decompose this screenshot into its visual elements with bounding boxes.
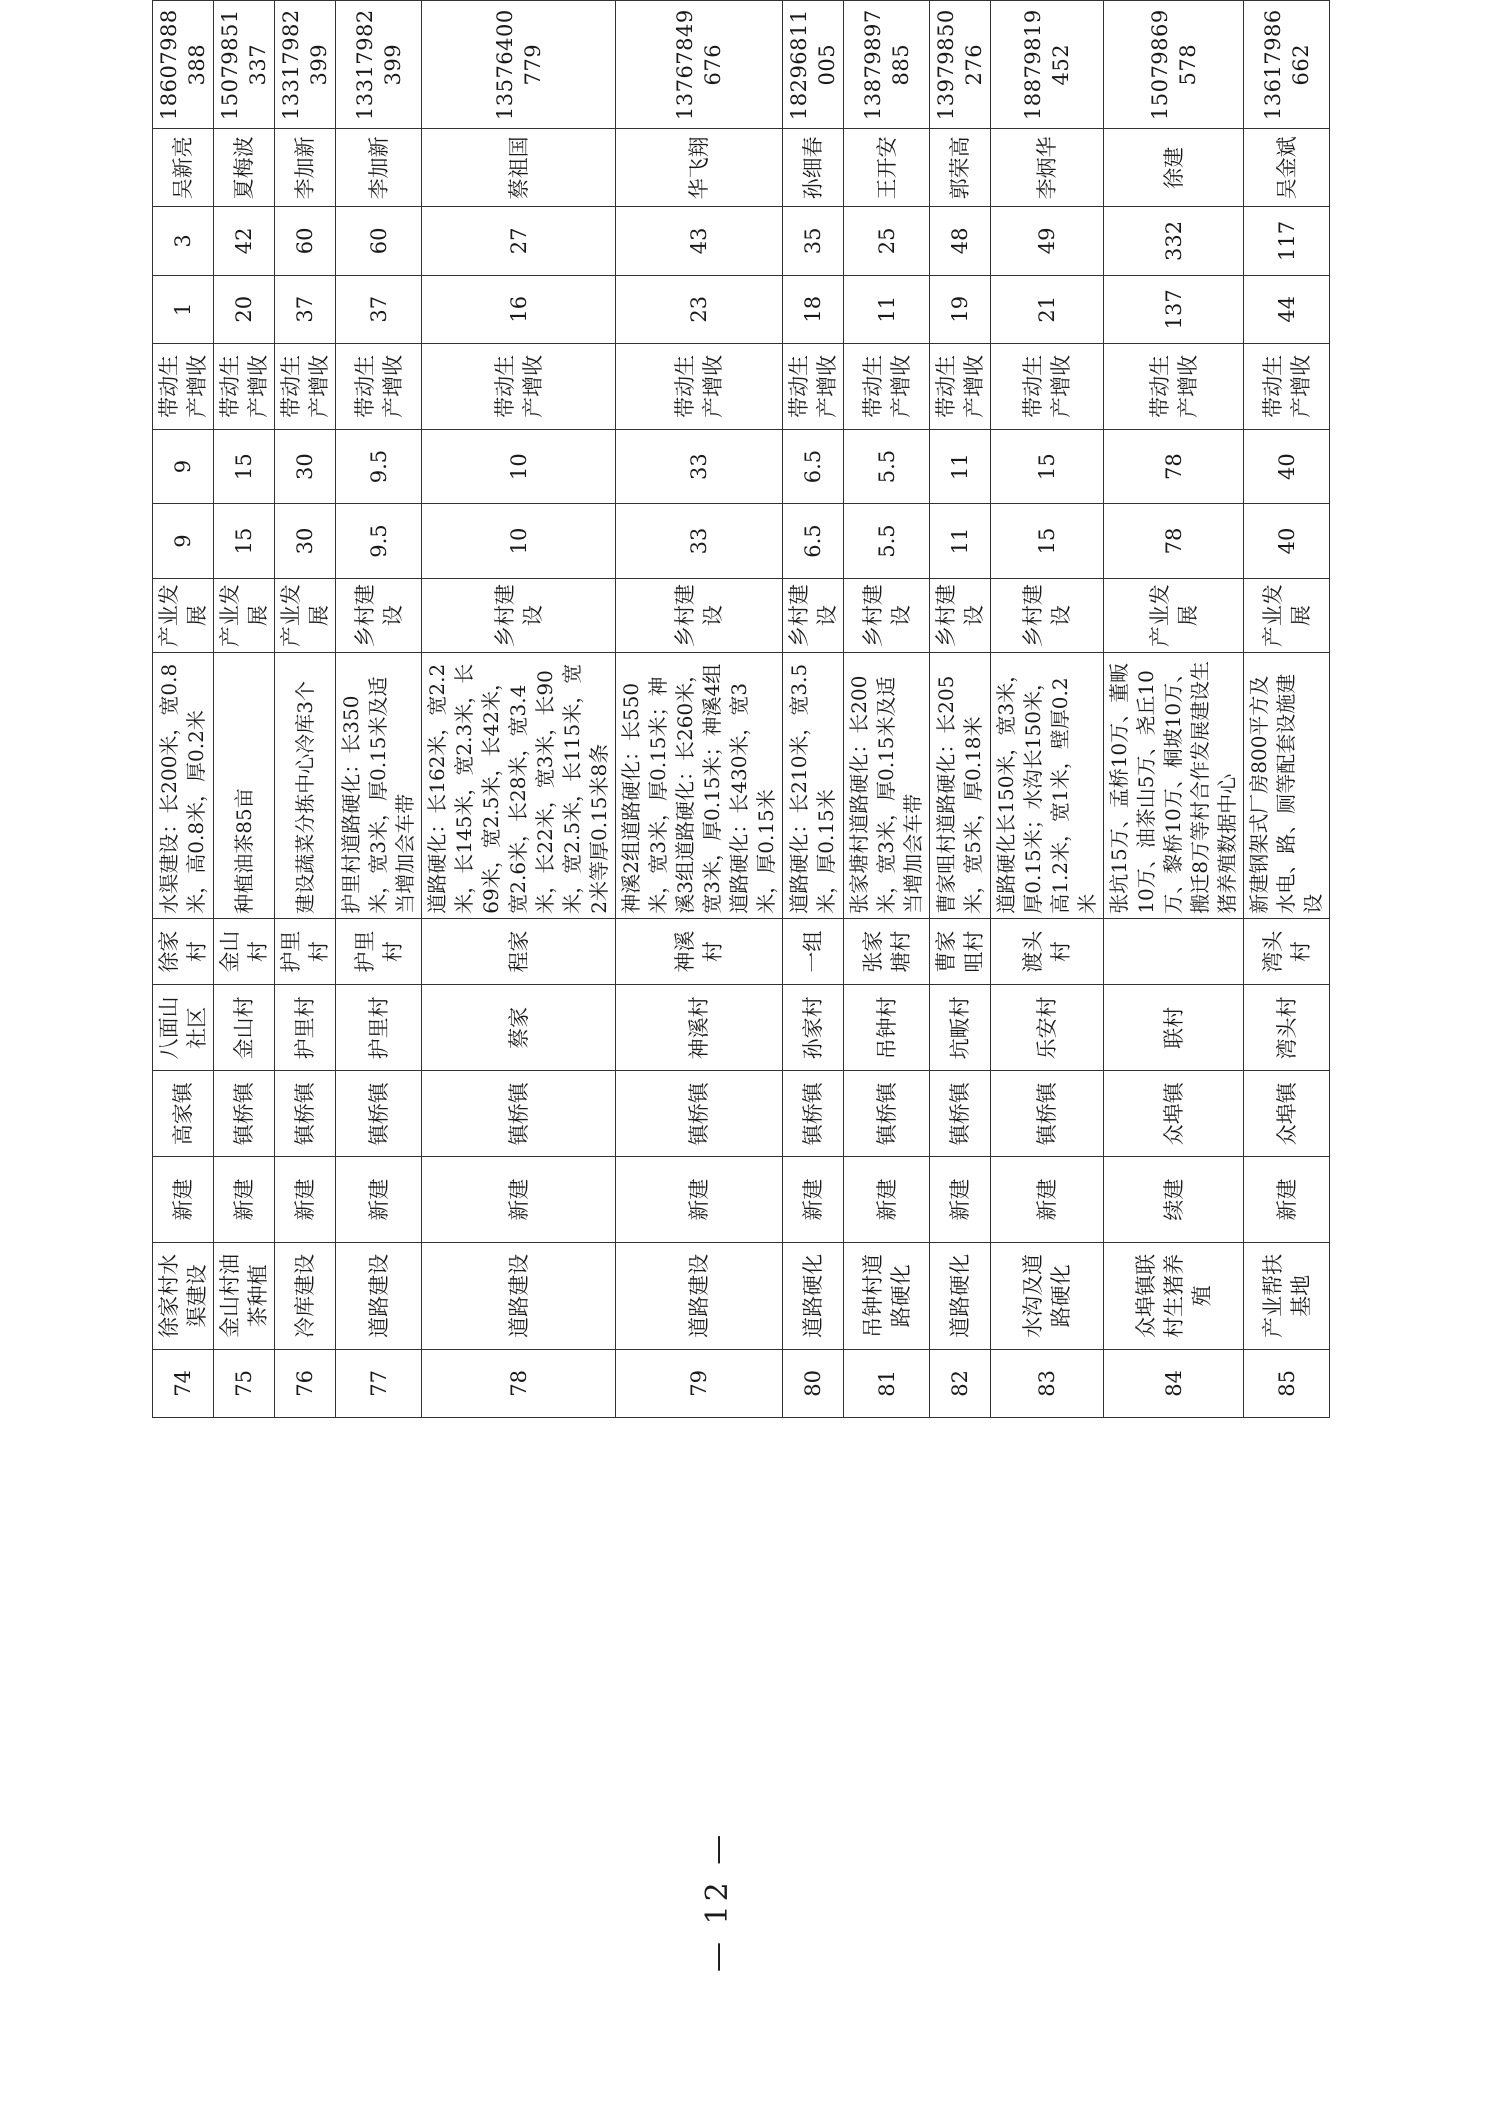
cell-contact: 李炳华 xyxy=(991,129,1104,207)
cell-persons: 42 xyxy=(214,207,275,275)
cell-village: 护里村 xyxy=(275,985,336,1071)
table-row xyxy=(783,1,844,1418)
cell-households: 137 xyxy=(1104,275,1244,343)
cell-fund-a: 11 xyxy=(930,429,991,503)
table-row xyxy=(1244,1,1330,1418)
cell-type: 新建 xyxy=(616,1157,783,1243)
cell-type: 新建 xyxy=(783,1157,844,1243)
cell-type: 新建 xyxy=(275,1157,336,1243)
cell-category: 乡村建设 xyxy=(930,578,991,653)
cell-fund-total: 9 xyxy=(153,504,214,578)
cell-town: 镇桥镇 xyxy=(422,1071,616,1157)
cell-fund-a: 30 xyxy=(275,429,336,503)
cell-group: 曹家咀村 xyxy=(930,918,991,985)
cell-fund-a: 15 xyxy=(991,429,1104,503)
cell-type: 续建 xyxy=(1104,1157,1244,1243)
cell-content: 张坑15万、孟桥10万、董畈10万、油茶山5万、尧丘10万、黎桥10万、桐坡10万、搬迁8万等村合作发展建设生猪养殖数据中心 xyxy=(1104,653,1244,918)
cell-phone: 13576400779 xyxy=(422,1,616,129)
cell-contact: 徐建 xyxy=(1104,129,1244,207)
cell-town: 镇桥镇 xyxy=(930,1071,991,1157)
cell-benefit: 带动生产增收 xyxy=(991,343,1104,429)
cell-households: 37 xyxy=(275,275,336,343)
cell-persons: 332 xyxy=(1104,207,1244,275)
cell-households: 44 xyxy=(1244,275,1330,343)
table-row xyxy=(275,1,336,1418)
cell-no: 85 xyxy=(1244,1349,1330,1417)
cell-fund-a: 10 xyxy=(422,429,616,503)
cell-fund-total: 78 xyxy=(1104,504,1244,578)
cell-fund-total: 33 xyxy=(616,504,783,578)
cell-content: 曹家咀村道路硬化：长205米，宽5米，厚0.18米 xyxy=(930,653,991,918)
cell-group: 护里村 xyxy=(275,918,336,985)
cell-town: 高家镇 xyxy=(153,1071,214,1157)
cell-no: 75 xyxy=(214,1349,275,1417)
cell-fund-a: 9.5 xyxy=(336,429,422,503)
cell-households: 37 xyxy=(336,275,422,343)
cell-category: 乡村建设 xyxy=(422,578,616,653)
cell-no: 80 xyxy=(783,1349,844,1417)
cell-phone: 15079869578 xyxy=(1104,1,1244,129)
cell-fund-a: 9 xyxy=(153,429,214,503)
cell-village: 坑畈村 xyxy=(930,985,991,1071)
cell-group: 渡头村 xyxy=(991,918,1104,985)
cell-persons: 60 xyxy=(275,207,336,275)
cell-type: 新建 xyxy=(930,1157,991,1243)
cell-village: 乐安村 xyxy=(991,985,1104,1071)
cell-type: 新建 xyxy=(214,1157,275,1243)
cell-town: 镇桥镇 xyxy=(275,1071,336,1157)
cell-town: 众埠镇 xyxy=(1244,1071,1330,1157)
cell-households: 23 xyxy=(616,275,783,343)
cell-group: 程家 xyxy=(422,918,616,985)
cell-benefit: 带动生产增收 xyxy=(783,343,844,429)
cell-persons: 49 xyxy=(991,207,1104,275)
cell-benefit: 带动生产增收 xyxy=(1244,343,1330,429)
cell-no: 84 xyxy=(1104,1349,1244,1417)
table-row xyxy=(1104,1,1244,1418)
cell-fund-total: 15 xyxy=(991,504,1104,578)
cell-phone: 18296811005 xyxy=(783,1,844,129)
cell-village: 孙家村 xyxy=(783,985,844,1071)
cell-group: 金山村 xyxy=(214,918,275,985)
cell-benefit: 带动生产增收 xyxy=(153,343,214,429)
cell-persons: 25 xyxy=(844,207,930,275)
cell-category: 乡村建设 xyxy=(783,578,844,653)
cell-fund-total: 5.5 xyxy=(844,504,930,578)
table-row xyxy=(336,1,422,1418)
cell-group: 神溪村 xyxy=(616,918,783,985)
cell-group: 张家塘村 xyxy=(844,918,930,985)
cell-households: 20 xyxy=(214,275,275,343)
cell-content: 护里村道路硬化：长350米，宽3米，厚0.15米及适当增加会车带 xyxy=(336,653,422,918)
cell-name: 道路建设 xyxy=(336,1243,422,1350)
cell-name: 产业帮扶基地 xyxy=(1244,1243,1330,1350)
cell-households: 18 xyxy=(783,275,844,343)
cell-type: 新建 xyxy=(1244,1157,1330,1243)
cell-phone: 13317982399 xyxy=(336,1,422,129)
cell-persons: 117 xyxy=(1244,207,1330,275)
cell-phone: 15079851337 xyxy=(214,1,275,129)
cell-fund-total: 11 xyxy=(930,504,991,578)
cell-phone: 18879819452 xyxy=(991,1,1104,129)
cell-fund-a: 40 xyxy=(1244,429,1330,503)
cell-village: 神溪村 xyxy=(616,985,783,1071)
cell-fund-total: 10 xyxy=(422,504,616,578)
cell-phone: 18607988388 xyxy=(153,1,214,129)
cell-benefit: 带动生产增收 xyxy=(616,343,783,429)
cell-category: 乡村建设 xyxy=(844,578,930,653)
cell-category: 产业发展 xyxy=(153,578,214,653)
cell-no: 81 xyxy=(844,1349,930,1417)
cell-benefit: 带动生产增收 xyxy=(214,343,275,429)
cell-phone: 13617986662 xyxy=(1244,1,1330,129)
cell-no: 77 xyxy=(336,1349,422,1417)
cell-content: 道路硬化长150米，宽3米，厚0.15米；水沟长150米，高1.2米，宽1米，壁厚0.2米 xyxy=(991,653,1104,918)
cell-phone: 13879897885 xyxy=(844,1,930,129)
cell-category: 乡村建设 xyxy=(336,578,422,653)
cell-fund-total: 6.5 xyxy=(783,504,844,578)
cell-content: 神溪2组道路硬化：长550米，宽3米，厚0.15米；神溪3组道路硬化：长260米，宽3米，厚0.15米；神溪4组道路硬化：长430米，宽3米，厚0.15米 xyxy=(616,653,783,918)
cell-benefit: 带动生产增收 xyxy=(336,343,422,429)
cell-category: 乡村建设 xyxy=(616,578,783,653)
cell-town: 镇桥镇 xyxy=(616,1071,783,1157)
cell-contact: 王开安 xyxy=(844,129,930,207)
cell-type: 新建 xyxy=(153,1157,214,1243)
table-row xyxy=(422,1,616,1418)
cell-content: 张家塘村道路硬化：长200米，宽3米，厚0.15米及适当增加会车带 xyxy=(844,653,930,918)
cell-fund-a: 33 xyxy=(616,429,783,503)
cell-type: 新建 xyxy=(422,1157,616,1243)
cell-village: 湾头村 xyxy=(1244,985,1330,1071)
cell-name: 吊钟村道路硬化 xyxy=(844,1243,930,1350)
cell-village: 吊钟村 xyxy=(844,985,930,1071)
cell-contact: 夏梅波 xyxy=(214,129,275,207)
cell-town: 镇桥镇 xyxy=(991,1071,1104,1157)
cell-village: 联村 xyxy=(1104,985,1244,1071)
table-row xyxy=(616,1,783,1418)
cell-group: 护里村 xyxy=(336,918,422,985)
cell-town: 众埠镇 xyxy=(1104,1071,1244,1157)
cell-fund-a: 5.5 xyxy=(844,429,930,503)
cell-phone: 13979850276 xyxy=(930,1,991,129)
project-table xyxy=(152,0,1330,1418)
cell-benefit: 带动生产增收 xyxy=(275,343,336,429)
cell-contact: 郭荣高 xyxy=(930,129,991,207)
table-row xyxy=(214,1,275,1418)
cell-village: 八面山社区 xyxy=(153,985,214,1071)
cell-name: 道路建设 xyxy=(422,1243,616,1350)
cell-households: 11 xyxy=(844,275,930,343)
cell-households: 21 xyxy=(991,275,1104,343)
cell-no: 83 xyxy=(991,1349,1104,1417)
cell-benefit: 带动生产增收 xyxy=(422,343,616,429)
cell-category: 产业发展 xyxy=(1104,578,1244,653)
cell-content: 道路硬化：长162米，宽2.2米，长145米，宽2.3米，长69米，宽2.5米，长42米，宽2.6米，长28米，宽3.4米，长22米，宽3米，长90米，宽2.5米，长115米，宽2米等厚0.15米8条 xyxy=(422,653,616,918)
cell-type: 新建 xyxy=(336,1157,422,1243)
cell-name: 水沟及道路硬化 xyxy=(991,1243,1104,1350)
cell-group: 徐家村 xyxy=(153,918,214,985)
cell-content: 水渠建设：长200米，宽0.8米，高0.8米，厚0.2米 xyxy=(153,653,214,918)
table-row xyxy=(991,1,1104,1418)
cell-content: 种植油茶85亩 xyxy=(214,653,275,918)
cell-name: 道路硬化 xyxy=(930,1243,991,1350)
cell-persons: 43 xyxy=(616,207,783,275)
cell-town: 镇桥镇 xyxy=(783,1071,844,1157)
cell-name: 冷库建设 xyxy=(275,1243,336,1350)
table-row xyxy=(930,1,991,1418)
cell-households: 1 xyxy=(153,275,214,343)
cell-contact: 孙细春 xyxy=(783,129,844,207)
table-row xyxy=(844,1,930,1418)
cell-content: 新建钢架式厂房800平方及水电、路、厕等配套设施建设 xyxy=(1244,653,1330,918)
cell-fund-a: 15 xyxy=(214,429,275,503)
cell-fund-total: 40 xyxy=(1244,504,1330,578)
cell-phone: 13317982399 xyxy=(275,1,336,129)
cell-households: 19 xyxy=(930,275,991,343)
cell-fund-a: 78 xyxy=(1104,429,1244,503)
cell-group xyxy=(1104,918,1244,985)
cell-category: 产业发展 xyxy=(275,578,336,653)
cell-contact: 吴金斌 xyxy=(1244,129,1330,207)
cell-town: 镇桥镇 xyxy=(336,1071,422,1157)
cell-group: 湾头村 xyxy=(1244,918,1330,985)
cell-village: 蔡家 xyxy=(422,985,616,1071)
cell-category: 产业发展 xyxy=(1244,578,1330,653)
cell-phone: 13767849676 xyxy=(616,1,783,129)
cell-no: 76 xyxy=(275,1349,336,1417)
cell-name: 众埠镇联村生猪养殖 xyxy=(1104,1243,1244,1350)
cell-village: 金山村 xyxy=(214,985,275,1071)
cell-persons: 60 xyxy=(336,207,422,275)
cell-no: 78 xyxy=(422,1349,616,1417)
cell-persons: 48 xyxy=(930,207,991,275)
cell-persons: 3 xyxy=(153,207,214,275)
cell-benefit: 带动生产增收 xyxy=(1104,343,1244,429)
cell-category: 乡村建设 xyxy=(991,578,1104,653)
cell-content: 道路硬化：长210米，宽3.5米，厚0.15米 xyxy=(783,653,844,918)
cell-contact: 李加新 xyxy=(336,129,422,207)
cell-type: 新建 xyxy=(991,1157,1104,1243)
cell-contact: 华飞翔 xyxy=(616,129,783,207)
cell-name: 金山村油茶种植 xyxy=(214,1243,275,1350)
cell-fund-total: 9.5 xyxy=(336,504,422,578)
cell-fund-a: 6.5 xyxy=(783,429,844,503)
cell-persons: 35 xyxy=(783,207,844,275)
cell-benefit: 带动生产增收 xyxy=(844,343,930,429)
cell-town: 镇桥镇 xyxy=(214,1071,275,1157)
cell-content: 建设蔬菜分拣中心冷库3个 xyxy=(275,653,336,918)
cell-no: 74 xyxy=(153,1349,214,1417)
cell-town: 镇桥镇 xyxy=(844,1071,930,1157)
cell-households: 16 xyxy=(422,275,616,343)
cell-contact: 蔡祖国 xyxy=(422,129,616,207)
table-row xyxy=(153,1,214,1418)
table-body xyxy=(153,1,1330,1418)
cell-contact: 李加新 xyxy=(275,129,336,207)
cell-persons: 27 xyxy=(422,207,616,275)
page-number: — 12 — xyxy=(700,1830,735,1972)
cell-benefit: 带动生产增收 xyxy=(930,343,991,429)
cell-category: 产业发展 xyxy=(214,578,275,653)
cell-group: 一组 xyxy=(783,918,844,985)
cell-village: 护里村 xyxy=(336,985,422,1071)
cell-type: 新建 xyxy=(844,1157,930,1243)
cell-name: 道路建设 xyxy=(616,1243,783,1350)
cell-fund-total: 15 xyxy=(214,504,275,578)
cell-name: 徐家村水渠建设 xyxy=(153,1243,214,1350)
cell-no: 79 xyxy=(616,1349,783,1417)
cell-fund-total: 30 xyxy=(275,504,336,578)
cell-contact: 吴新亮 xyxy=(153,129,214,207)
cell-no: 82 xyxy=(930,1349,991,1417)
cell-name: 道路硬化 xyxy=(783,1243,844,1350)
